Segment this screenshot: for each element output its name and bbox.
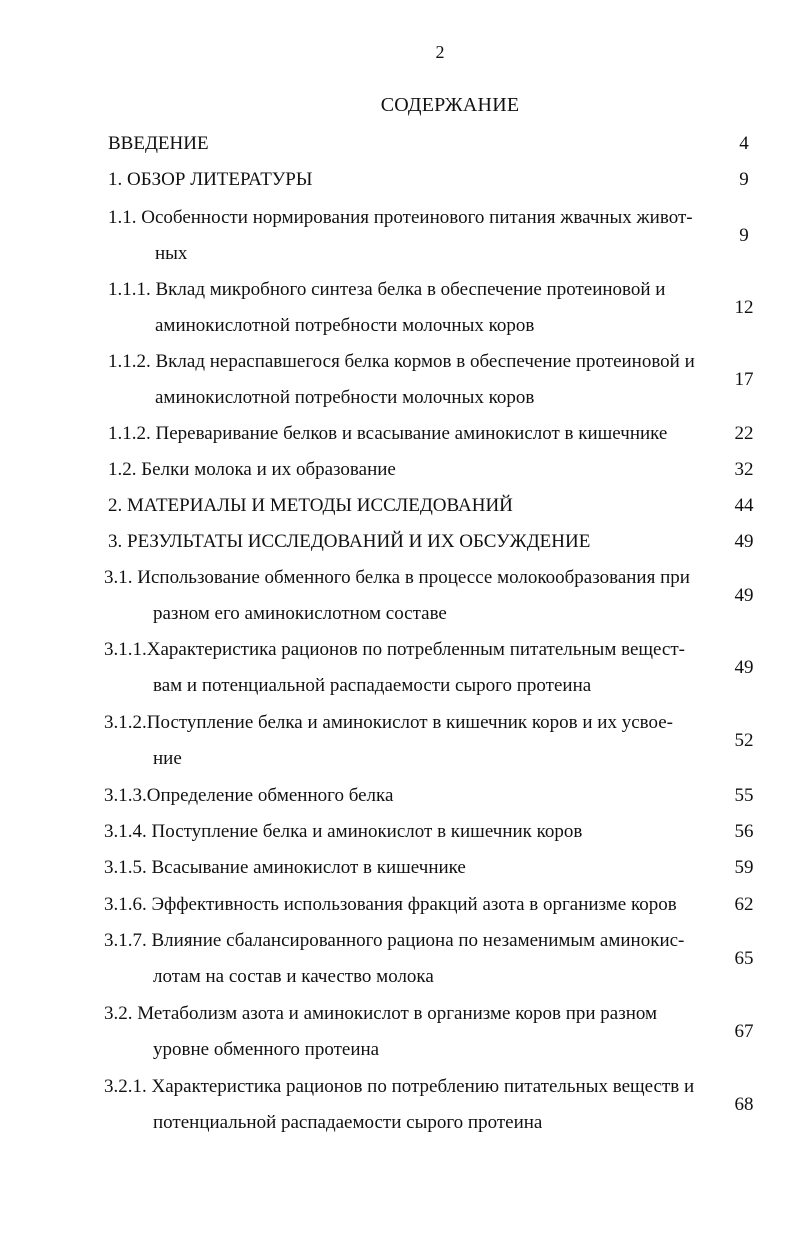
toc-entry-page: 55 xyxy=(734,785,754,806)
toc-entry-title: 1.1. Особенности нормирования протеинового питания жвачных живот- xyxy=(108,207,693,228)
toc-entry-title: 3.1.5. Всасывание аминокислот в кишечнике xyxy=(104,857,466,878)
toc-entry-1-2[interactable] xyxy=(0,458,798,482)
toc-entry-1-1[interactable] xyxy=(0,206,798,266)
toc-entry-page: 9 xyxy=(739,169,749,190)
toc-entry-title: 3.1. Использование обменного белка в процессе молокообразования при xyxy=(104,567,690,588)
toc-entry-title: 1.2. Белки молока и их образование xyxy=(108,459,396,480)
toc-entry-3-2[interactable] xyxy=(0,1002,798,1062)
toc-entry-title: 1.1.2. Переваривание белков и всасывание аминокислот в кишечнике xyxy=(108,423,668,444)
toc-entry-3-1-6[interactable] xyxy=(0,893,798,917)
page-number: 2 xyxy=(435,42,445,62)
toc-entry-3-1-3[interactable] xyxy=(0,784,798,808)
toc-entry-title: 3.1.1.Характеристика рационов по потребленным питательным вещест- xyxy=(104,639,685,660)
toc-entry-page: 56 xyxy=(734,821,754,842)
toc-entry-page: 62 xyxy=(734,894,754,915)
toc-entry-title: 3.1.4. Поступление белка и аминокислот в кишечник коров xyxy=(104,821,583,842)
toc-entry-title: 2. МАТЕРИАЛЫ И МЕТОДЫ ИССЛЕДОВАНИЙ xyxy=(108,495,513,516)
toc-entry-3-1-1[interactable] xyxy=(0,638,798,698)
toc-entry-page: 68 xyxy=(734,1094,754,1115)
toc-entry-page: 65 xyxy=(734,948,754,969)
page-title: СОДЕРЖАНИЕ xyxy=(380,94,520,116)
toc-entry-literature-review[interactable] xyxy=(0,168,798,192)
toc-entry-page: 49 xyxy=(734,531,754,552)
toc-entry-page: 59 xyxy=(734,857,754,878)
toc-entry-title-continuation: разном его аминокислотном составе xyxy=(153,603,447,624)
toc-entry-page: 17 xyxy=(734,369,754,390)
toc-entry-title: 3. РЕЗУЛЬТАТЫ ИССЛЕДОВАНИЙ И ИХ ОБСУЖДЕНИЕ xyxy=(108,531,591,552)
toc-entry-3-2-1[interactable] xyxy=(0,1075,798,1135)
toc-entry-title: 1.1.1. Вклад микробного синтеза белка в обеспечение протеиновой и xyxy=(108,279,666,300)
toc-entry-title: 3.1.3.Определение обменного белка xyxy=(104,785,394,806)
toc-entry-page: 44 xyxy=(734,495,754,516)
toc-entry-results[interactable] xyxy=(0,530,798,554)
toc-entry-page: 67 xyxy=(734,1021,754,1042)
toc-entry-3-1[interactable] xyxy=(0,566,798,626)
toc-entry-3-1-5[interactable] xyxy=(0,856,798,880)
toc-entry-title: 3.2.1. Характеристика рационов по потреблению питательных веществ и xyxy=(104,1076,695,1097)
toc-entry-title: 1.1.2. Вклад нераспавшегося белка кормов в обеспечение протеиновой и xyxy=(108,351,695,372)
toc-entry-title: 3.1.7. Влияние сбалансированного рациона по незаменимым аминокис- xyxy=(104,930,685,951)
toc-entry-title-continuation: потенциальной распадаемости сырого протеина xyxy=(153,1112,543,1133)
toc-entry-title: 3.1.2.Поступление белка и аминокислот в кишечник коров и их усвое- xyxy=(104,712,673,733)
toc-entry-page: 32 xyxy=(734,459,754,480)
toc-entry-title: 3.1.6. Эффективность использования фракций азота в организме коров xyxy=(104,894,677,915)
toc-entry-page: 4 xyxy=(739,133,749,154)
toc-entry-title-continuation: ние xyxy=(153,748,182,769)
toc-entry-materials-methods[interactable] xyxy=(0,494,798,518)
toc-entry-page: 22 xyxy=(734,423,754,444)
toc-entry-page: 52 xyxy=(734,730,754,751)
toc-entry-title-continuation: аминокислотной потребности молочных коров xyxy=(155,387,535,408)
toc-entry-page: 49 xyxy=(734,585,754,606)
toc-entry-title-continuation: ных xyxy=(155,243,188,264)
toc-entry-title: 1. ОБЗОР ЛИТЕРАТУРЫ xyxy=(108,169,313,190)
toc-entry-3-1-7[interactable] xyxy=(0,929,798,989)
toc-entry-title-continuation: уровне обменного протеина xyxy=(153,1039,380,1060)
toc-entry-introduction[interactable] xyxy=(0,132,798,156)
toc-entry-page: 9 xyxy=(739,225,749,246)
toc-entry-page: 12 xyxy=(734,297,754,318)
toc-entry-1-1-1[interactable] xyxy=(0,278,798,338)
toc-entry-title: 3.2. Метаболизм азота и аминокислот в организме коров при разном xyxy=(104,1003,658,1024)
toc-entry-title: ВВЕДЕНИЕ xyxy=(108,133,209,154)
toc-entry-1-1-2-digestion[interactable] xyxy=(0,422,798,446)
toc-entry-1-1-2[interactable] xyxy=(0,350,798,410)
toc-entry-title-continuation: аминокислотной потребности молочных коров xyxy=(155,315,535,336)
toc-entry-title-continuation: вам и потенциальной распадаемости сырого протеина xyxy=(153,675,592,696)
toc-entry-title-continuation: лотам на состав и качество молока xyxy=(153,966,434,987)
toc-entry-3-1-4[interactable] xyxy=(0,820,798,844)
toc-entry-page: 49 xyxy=(734,657,754,678)
toc-entry-3-1-2[interactable] xyxy=(0,711,798,771)
